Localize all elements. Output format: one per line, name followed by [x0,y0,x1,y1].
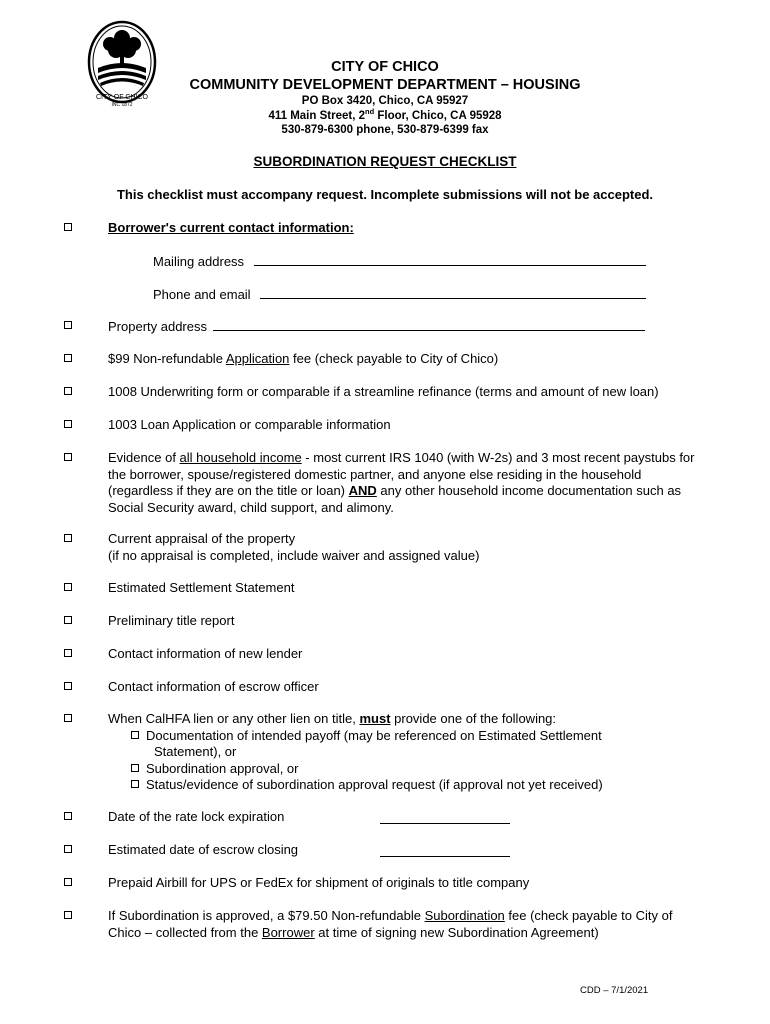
subfee-mid: fee (check payable to City of Chico – collected from the [108,908,673,940]
checkbox[interactable] [64,420,72,428]
phone-label: Phone and email [153,287,251,302]
loan-app-text: 1003 Loan Application or comparable information [108,417,391,432]
checkbox[interactable] [64,714,72,722]
checkbox[interactable] [64,682,72,690]
income-mid: - most current IRS 1040 (with W-2s) and 3 most recent paystubs for the borrower, spouse/registered domestic partner, and anyone else residing in the household (regardless if they are on the title or loan) [108,450,695,498]
property-label: Property address [108,319,207,334]
mailing-address-line[interactable] [254,253,646,266]
rate-lock-text: Date of the rate lock expiration [108,809,285,824]
subfee-post: at time of signing new Subordination Agreement) [314,924,599,940]
rate-lock-date-line[interactable] [380,811,510,824]
income-underlined: all household income [179,450,302,465]
fee-pre: $99 Non-refundable [108,351,226,366]
calhfa-option-status [131,777,641,794]
settlement-text: Estimated Settlement Statement [108,580,295,595]
calhfa-post: provide one of the following: [390,711,557,726]
checkbox[interactable] [64,223,72,231]
appraisal-line1: Current appraisal of the property [108,531,296,546]
subfee-subordination: Subordination [424,908,505,923]
checkbox[interactable] [64,583,72,591]
checkbox[interactable] [64,911,72,919]
document-title: SUBORDINATION REQUEST CHECKLIST [253,154,517,169]
street-sup: nd [364,106,375,116]
subfee-borrower: Borrower [261,924,315,940]
checkbox[interactable] [64,616,72,624]
phone-email-field[interactable] [153,286,646,302]
submission-notice: This checklist must accompany request. Incomplete submissions will not be accepted. [116,187,654,202]
fee-application: Application [225,351,290,366]
checkbox[interactable] [64,387,72,395]
calhfa-opt2-text: Subordination approval, or [146,760,299,776]
escrow-closing-text: Estimated date of escrow closing [108,842,299,857]
checkbox[interactable] [64,354,72,362]
document-revision: CDD – 7/1/2021 [580,985,649,996]
calhfa-option-approval [131,761,641,778]
calhfa-option-payoff [131,728,641,761]
income-post: any other household income documentation such as Social Security award, child support, and alimony. [108,483,682,515]
title-report-text: Preliminary title report [108,613,235,628]
letterhead [0,58,770,138]
airbill-text: Prepaid Airbill for UPS or FedEx for shipment of originals to title company [108,875,530,890]
checkbox[interactable] [131,731,139,739]
fee-post: fee (check payable to City of Chico) [289,351,499,366]
checkbox[interactable] [64,534,72,542]
checkbox[interactable] [64,812,72,820]
street-pre: 411 Main Street, 2 [268,109,365,122]
checkbox[interactable] [64,321,72,329]
calhfa-pre: When CalHFA lien or any other lien on title, [108,711,360,726]
checkbox[interactable] [64,878,72,886]
income-pre: Evidence of [108,450,180,465]
calhfa-opt3-text: Status/evidence of subordination approval request (if approval not yet received) [146,777,603,792]
phone-email-line[interactable] [260,286,646,299]
appraisal-line2: (if no appraisal is completed, include waiver and assigned value) [108,547,480,563]
mailing-address-field[interactable] [153,253,646,269]
lender-text: Contact information of new lender [108,646,303,661]
calhfa-opt1-text: Documentation of intended payoff (may be referenced on Estimated Settlement Statement), or [146,727,602,759]
property-address-line[interactable] [213,318,645,331]
logo-text-city: CITY OF CHICO [96,94,148,101]
phone-fax: 530-879-6300 phone, 530-879-6399 fax [281,124,489,136]
street-post: Floor, Chico, CA 95928 [374,109,502,122]
escrow-closing-date-line[interactable] [380,844,510,857]
checkbox[interactable] [131,764,139,772]
logo-text-inc: INC 1872 [111,102,133,108]
po-box: PO Box 3420, Chico, CA 95927 [301,95,469,107]
subfee-pre: If Subordination is approved, a $79.50 Non-refundable [108,908,425,923]
underwriting-text: 1008 Underwriting form or comparable if a streamline refinance (terms and amount of new loan) [108,384,659,399]
contact-heading: Borrower's current contact information: [108,220,354,235]
checkbox[interactable] [64,649,72,657]
city-name: CITY OF CHICO [331,59,439,75]
department-name: COMMUNITY DEVELOPMENT DEPARTMENT – HOUSING [189,77,581,93]
street-address [0,106,770,124]
escrow-officer-text: Contact information of escrow officer [108,679,319,694]
income-and: AND [348,483,377,498]
calhfa-must: must [359,711,391,726]
mailing-label: Mailing address [153,254,245,269]
checkbox[interactable] [64,845,72,853]
checkbox[interactable] [64,453,72,461]
checkbox[interactable] [131,780,139,788]
